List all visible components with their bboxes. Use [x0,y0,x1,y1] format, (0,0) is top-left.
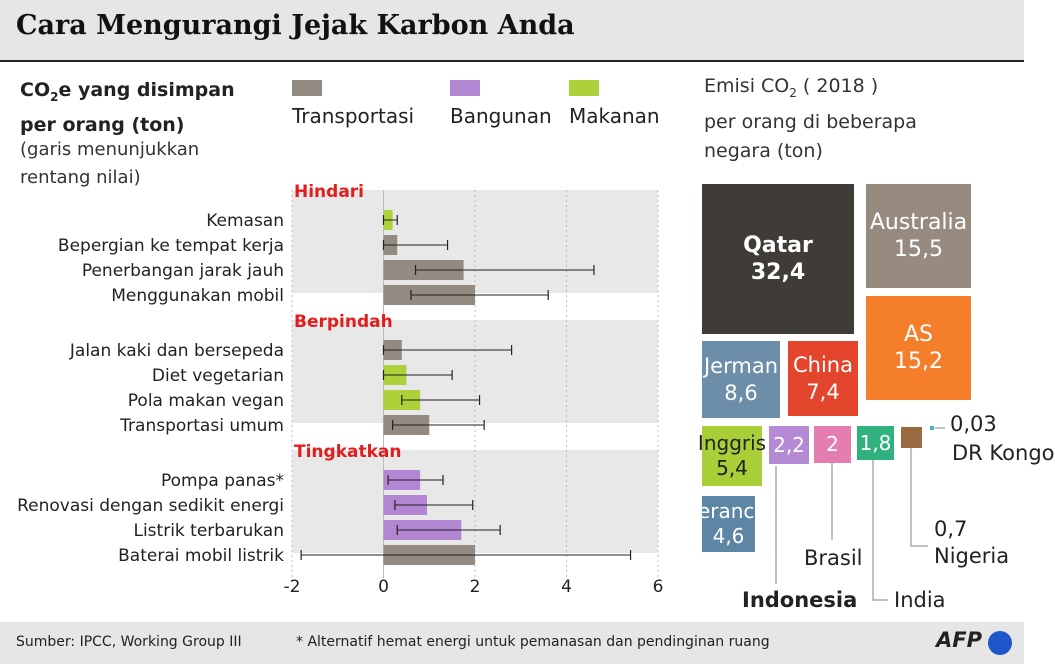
x-tick-label: 0 [378,577,389,597]
label-brasil-name: Brasil [804,546,863,570]
section-title: Tingkatkan [294,442,402,462]
tile-australia-value: 15,5 [894,237,943,262]
treemap-heading-sub: 2 [789,85,797,100]
legend-label-makanan: Makanan [569,104,660,128]
ylabel-part-a: CO [20,79,51,101]
ylabel-line2: per orang (ton) [20,113,185,136]
treemap-heading-a: Emisi CO [704,75,790,97]
tile-indonesia-value: 2,2 [773,432,805,457]
tile-as-value: 15,2 [894,349,943,374]
row-label: Bepergian ke tempat kerja [57,236,284,256]
row-label: Transportasi umum [120,416,284,436]
label-nigeria-value: 0,7 [934,517,968,541]
afp-logo [936,628,982,652]
row-label: Kemasan [206,211,284,231]
footnote-text: * Alternatif hemat energi untuk pemanasan dan pendinginan ruang [296,634,770,650]
label-dr-kongo-value: 0,03 [950,412,997,436]
leader-nigeria [911,448,928,546]
range-note-line1: (garis menunjukkan [20,139,200,160]
row-label: Renovasi dengan sedikit energi [17,496,284,516]
treemap-heading-line2: per orang di beberapa [704,110,917,133]
ylabel-part-b: e yang disimpan [58,79,235,101]
afp-logo-icon [988,631,1012,655]
row-label: Pola makan vegan [127,391,284,411]
row-label: Diet vegetarian [151,366,284,386]
label-india-name: India [894,588,946,612]
tile-jerman-name: Jerman [703,354,778,379]
tile-qatar-value: 32,4 [750,260,806,285]
section-title: Hindari [294,182,365,202]
x-tick-label: -2 [283,577,301,597]
tile-australia-name: Australia [869,209,968,235]
tile-brasil-value: 2 [826,432,839,456]
leader-india [873,460,888,600]
afp-logo-text: AFP [936,628,982,652]
legend-label-bangunan: Bangunan [450,104,552,128]
tile-china-name: China [793,353,853,378]
range-note-line2: rentang nilai) [20,167,141,188]
label-indonesia-name: Indonesia [742,588,858,612]
tile-as-name: AS [903,321,933,347]
tile-inggris-name: Inggris [697,431,767,455]
page-title: Cara Mengurangi Jejak Karbon Anda [16,10,575,41]
row-label: Penerbangan jarak jauh [81,261,284,281]
ylabel-sub: 2 [50,89,59,104]
source-text: Sumber: IPCC, Working Group III [16,634,242,650]
treemap-heading-b: ( 2018 ) [796,75,879,97]
row-label: Pompa panas* [161,471,284,491]
treemap-heading-line3: negara (ton) [704,139,823,162]
tile-china-value: 7,4 [806,379,840,404]
section-title: Berpindah [294,312,393,332]
row-label: Baterai mobil listrik [118,546,284,566]
x-tick-label: 2 [469,577,481,597]
tile-inggris-value: 5,4 [716,456,748,480]
legend-label-transportasi: Transportasi [292,104,415,128]
tile-perancis-value: 4,6 [712,524,745,548]
label-nigeria-name: Nigeria [934,544,1010,568]
x-tick-label: 6 [652,577,664,597]
x-tick-label: 4 [561,577,572,597]
row-label: Listrik terbarukan [133,521,284,541]
tile-perancis-name: Perancis [686,499,771,523]
tile-india-value: 1,8 [859,430,892,455]
label-dr-kongo-name: DR Kongo [952,441,1055,465]
tile-qatar-name: Qatar [743,232,813,258]
row-label: Menggunakan mobil [111,286,284,306]
tile-jerman-value: 8,6 [724,380,758,405]
row-label: Jalan kaki dan bersepeda [69,341,284,361]
